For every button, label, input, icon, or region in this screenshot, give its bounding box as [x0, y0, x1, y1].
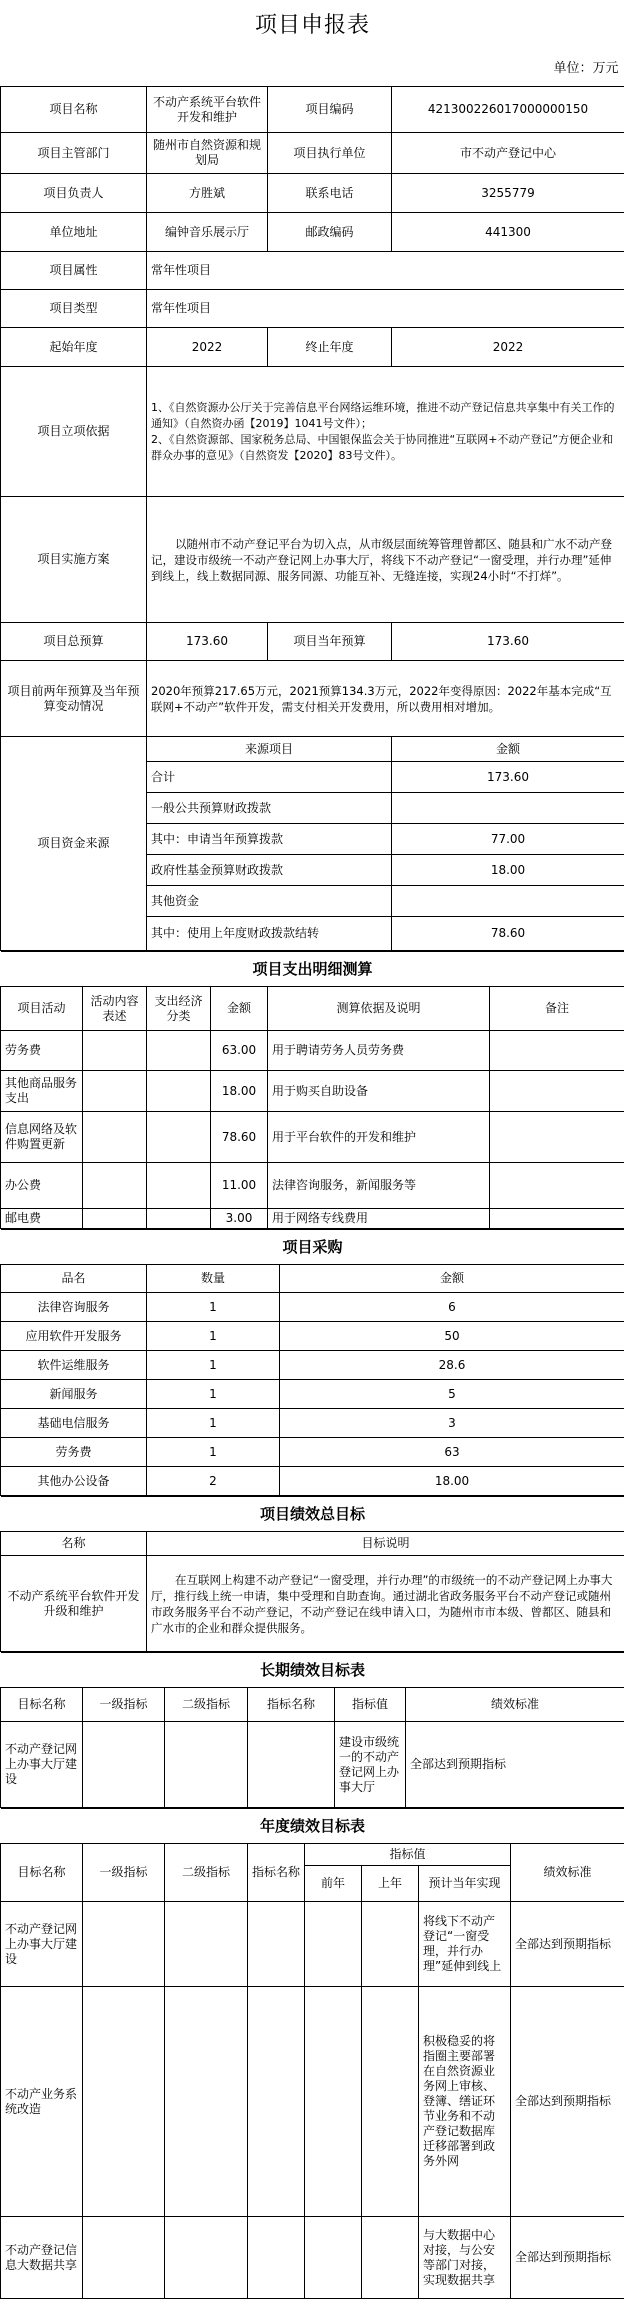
procurement-item: 法律咨询服务 — [1, 1293, 147, 1322]
procurement-amount: 50 — [280, 1322, 624, 1351]
procurement-item: 劳务费 — [1, 1438, 147, 1467]
phone-value: 3255779 — [392, 174, 624, 213]
basis-label: 项目立项依据 — [1, 367, 147, 497]
expense-econ — [147, 1112, 211, 1163]
expense-note — [490, 1209, 624, 1229]
performance-header-desc: 目标说明 — [147, 1532, 624, 1556]
expense-basis: 用于平台软件的开发和维护 — [268, 1112, 490, 1163]
annual-prev1 — [362, 2217, 419, 2299]
table-row — [1, 1071, 624, 1112]
exec-unit-label: 项目执行单位 — [268, 133, 392, 174]
dept-label: 项目主管部门 — [1, 133, 147, 174]
expense-table — [0, 951, 624, 1229]
expense-activity: 劳务费 — [1, 1031, 83, 1071]
procurement-item: 新闻服务 — [1, 1380, 147, 1409]
expense-amount: 18.00 — [211, 1071, 268, 1112]
zip-label: 邮政编码 — [268, 213, 392, 252]
performance-title: 项目绩效总目标 — [1, 1497, 624, 1532]
annual-goal-name: 不动产登记信息大数据共享 — [1, 2217, 83, 2299]
expense-basis: 用于网络专线费用 — [268, 1209, 490, 1229]
table-row — [1, 1438, 624, 1467]
expense-header: 活动内容表述 — [83, 987, 147, 1031]
annual-metric — [248, 1987, 305, 2217]
procurement-amount: 63 — [280, 1438, 624, 1467]
expense-econ — [147, 1071, 211, 1112]
longterm-value: 建设市级统一的不动产登记网上办事大厅 — [335, 1722, 406, 1808]
table-row — [1, 2217, 624, 2299]
annual-header: 前年 — [305, 1866, 362, 1902]
address-value: 编钟音乐展示厅 — [147, 213, 268, 252]
expense-header: 项目活动 — [1, 987, 83, 1031]
procurement-qty: 1 — [147, 1351, 280, 1380]
annual-table — [0, 1808, 624, 2299]
table-row — [1, 1209, 624, 1229]
procurement-table — [0, 1229, 624, 1496]
basis-value: 1、《自然资源办公厅关于完善信息平台网络运维环境，推进不动产登记信息共享集中有关工作的通知》（自然资办函【2019】1041号文件）； 2、《自然资源部、国家税务总局、中国银保监会关于协同推进“互联网+不动产登记”方便企业和群众办事的意见》（自然资发【2020】83号文件）。 — [147, 367, 624, 497]
annual-metric — [248, 1902, 305, 1987]
annual-l1 — [83, 1987, 165, 2217]
annual-title: 年度绩效目标表 — [1, 1809, 624, 1844]
expense-note — [490, 1112, 624, 1163]
expense-activity: 信息网络及软件购置更新 — [1, 1112, 83, 1163]
annual-prev2 — [305, 1902, 362, 1987]
procurement-amount: 28.6 — [280, 1351, 624, 1380]
annual-prev1 — [362, 1902, 419, 1987]
longterm-title: 长期绩效目标表 — [1, 1653, 624, 1688]
procurement-qty: 1 — [147, 1409, 280, 1438]
longterm-l2 — [165, 1722, 248, 1808]
procurement-header: 品名 — [1, 1265, 147, 1293]
annual-prev1 — [362, 1987, 419, 2217]
expense-activity: 邮电费 — [1, 1209, 83, 1229]
table-row — [1, 1031, 624, 1071]
annual-header: 二级指标 — [165, 1844, 248, 1902]
end-year-label: 终止年度 — [268, 328, 392, 367]
funding-row-name: 其中：使用上年度财政拨款结转 — [147, 917, 392, 951]
funding-header-amount: 金额 — [392, 737, 624, 762]
procurement-amount: 5 — [280, 1380, 624, 1409]
annual-header: 上年 — [362, 1866, 419, 1902]
procurement-amount: 3 — [280, 1409, 624, 1438]
annual-standard: 全部达到预期指标 — [511, 2217, 624, 2299]
annual-l1 — [83, 2217, 165, 2299]
project-code-value: 421300226017000000150 — [392, 87, 624, 133]
expense-header: 备注 — [490, 987, 624, 1031]
expense-note — [490, 1163, 624, 1209]
budget-change-value: 2020年预算217.65万元，2021预算134.3万元，2022年变得原因：2022年基本完成“互联网+不动产”软件开发，需支付相关开发费用，所以费用相对增加。 — [147, 661, 624, 737]
unit-label: 单位：万元 — [1, 50, 624, 87]
procurement-amount: 18.00 — [280, 1467, 624, 1496]
table-row — [1, 1380, 624, 1409]
longterm-header: 目标名称 — [1, 1688, 83, 1722]
annual-header: 绩效标准 — [511, 1844, 624, 1902]
total-budget-label: 项目总预算 — [1, 623, 147, 661]
project-name-value: 不动产系统平台软件开发和维护 — [147, 87, 268, 133]
procurement-qty: 1 — [147, 1322, 280, 1351]
table-row — [1, 1293, 624, 1322]
year-budget-value: 173.60 — [392, 623, 624, 661]
expense-header: 金额 — [211, 987, 268, 1031]
expense-content — [83, 1071, 147, 1112]
table-row — [1, 1722, 624, 1808]
annual-goal-name: 不动产业务系统改造 — [1, 1987, 83, 2217]
procurement-header: 金额 — [280, 1265, 624, 1293]
annual-header: 一级指标 — [83, 1844, 165, 1902]
procurement-qty: 1 — [147, 1293, 280, 1322]
procurement-amount: 6 — [280, 1293, 624, 1322]
funding-row-amount: 18.00 — [392, 855, 624, 886]
expense-content — [83, 1163, 147, 1209]
table-row — [1, 1322, 624, 1351]
expense-econ — [147, 1163, 211, 1209]
table-row — [1, 1467, 624, 1496]
procurement-qty: 1 — [147, 1438, 280, 1467]
procurement-item: 其他办公设备 — [1, 1467, 147, 1496]
attr-label: 项目属性 — [1, 252, 147, 290]
expense-activity: 办公费 — [1, 1163, 83, 1209]
table-row — [1, 1351, 624, 1380]
expense-basis: 法律咨询服务，新闻服务等 — [268, 1163, 490, 1209]
expense-amount: 3.00 — [211, 1209, 268, 1229]
table-row — [1, 1112, 624, 1163]
plan-value: 以随州市不动产登记平台为切入点，从市级层面统筹管理曾都区、随县和广水不动产登记，建设市级统一不动产登记网上办事大厅，将线下不动产登记“一窗受理，并行办理”延伸到线上，线上数据同源、服务同源、功能互补、无缝连接，实现24小时“不打烊”。 — [147, 497, 624, 623]
longterm-table — [0, 1652, 624, 1808]
expense-activity: 其他商品服务支出 — [1, 1071, 83, 1112]
year-budget-label: 项目当年预算 — [268, 623, 392, 661]
expense-content — [83, 1209, 147, 1229]
phone-label: 联系电话 — [268, 174, 392, 213]
funding-label: 项目资金来源 — [1, 737, 147, 951]
longterm-header: 一级指标 — [83, 1688, 165, 1722]
expense-basis: 用于购买自助设备 — [268, 1071, 490, 1112]
funding-table — [0, 736, 624, 951]
type-label: 项目类型 — [1, 290, 147, 328]
start-year-label: 起始年度 — [1, 328, 147, 367]
start-year-value: 2022 — [147, 328, 268, 367]
longterm-l1 — [83, 1722, 165, 1808]
budget-change-label: 项目前两年预算及当年预算变动情况 — [1, 661, 147, 737]
expense-content — [83, 1031, 147, 1071]
leader-label: 项目负责人 — [1, 174, 147, 213]
funding-row-name: 合计 — [147, 762, 392, 793]
annual-expect: 积极稳妥的将指圈主要部署在自然资源业务网上审核、登簿、缮证环节业务和不动产登记数据库迁移部署到政务外网 — [419, 1987, 511, 2217]
dept-value: 随州市自然资源和规划局 — [147, 133, 268, 174]
expense-note — [490, 1031, 624, 1071]
procurement-qty: 2 — [147, 1467, 280, 1496]
longterm-metric — [248, 1722, 335, 1808]
expense-amount: 78.60 — [211, 1112, 268, 1163]
procurement-item: 基础电信服务 — [1, 1409, 147, 1438]
annual-l2 — [165, 1987, 248, 2217]
annual-goal-name: 不动产登记网上办事大厅建设 — [1, 1902, 83, 1987]
annual-metric — [248, 2217, 305, 2299]
table-row — [1, 1409, 624, 1438]
end-year-value: 2022 — [392, 328, 624, 367]
expense-basis: 用于聘请劳务人员劳务费 — [268, 1031, 490, 1071]
expense-header: 支出经济分类 — [147, 987, 211, 1031]
funding-row-name: 其他资金 — [147, 886, 392, 917]
zip-value: 441300 — [392, 213, 624, 252]
performance-header-name: 名称 — [1, 1532, 147, 1556]
expense-content — [83, 1112, 147, 1163]
total-budget-value: 173.60 — [147, 623, 268, 661]
funding-row-amount: 78.60 — [392, 917, 624, 951]
annual-prev2 — [305, 1987, 362, 2217]
project-name-label: 项目名称 — [1, 87, 147, 133]
funding-row-amount — [392, 793, 624, 824]
table-row — [1, 1163, 624, 1209]
project-code-label: 项目编码 — [268, 87, 392, 133]
expense-title: 项目支出明细测算 — [1, 952, 624, 987]
expense-amount: 11.00 — [211, 1163, 268, 1209]
type-value: 常年性项目 — [147, 290, 624, 328]
funding-row-name: 一般公共预算财政拨款 — [147, 793, 392, 824]
funding-header-source: 来源项目 — [147, 737, 392, 762]
leader-value: 方胜斌 — [147, 174, 268, 213]
performance-name: 不动产系统平台软件开发升级和维护 — [1, 1556, 147, 1652]
annual-expect: 与大数据中心对接，与公安等部门对接，实现数据共享 — [419, 2217, 511, 2299]
exec-unit-value: 市不动产登记中心 — [392, 133, 624, 174]
longterm-header: 指标值 — [335, 1688, 406, 1722]
procurement-item: 应用软件开发服务 — [1, 1322, 147, 1351]
expense-amount: 63.00 — [211, 1031, 268, 1071]
annual-l1 — [83, 1902, 165, 1987]
funding-row-name: 其中：申请当年预算拨款 — [147, 824, 392, 855]
procurement-title: 项目采购 — [1, 1230, 624, 1265]
expense-econ — [147, 1031, 211, 1071]
plan-label: 项目实施方案 — [1, 497, 147, 623]
procurement-qty: 1 — [147, 1380, 280, 1409]
longterm-header: 指标名称 — [248, 1688, 335, 1722]
procurement-item: 软件运维服务 — [1, 1351, 147, 1380]
expense-header: 测算依据及说明 — [268, 987, 490, 1031]
funding-row-amount: 173.60 — [392, 762, 624, 793]
basic-info-table — [0, 0, 624, 737]
longterm-goal-name: 不动产登记网上办事大厅建设 — [1, 1722, 83, 1808]
performance-desc: 在互联网上构建不动产登记“一窗受理，并行办理”的市级统一的不动产登记网上办事大厅，推行线上统一申请，集中受理和自助查询。通过湖北省政务服务平台不动产登记或随州市政务服务平台不动产登记，不动产登记在线申请入口，为随州市市本级、曾都区、随县和广水市的企业和群众提供服务。 — [147, 1556, 624, 1652]
annual-standard: 全部达到预期指标 — [511, 1987, 624, 2217]
funding-row-amount — [392, 886, 624, 917]
address-label: 单位地址 — [1, 213, 147, 252]
annual-expect: 将线下不动产登记“一窗受理，并行办理”延伸到线上 — [419, 1902, 511, 1987]
longterm-header: 绩效标准 — [406, 1688, 624, 1722]
performance-table — [0, 1496, 624, 1652]
attr-value: 常年性项目 — [147, 252, 624, 290]
annual-header: 指标名称 — [248, 1844, 305, 1902]
funding-row-name: 政府性基金预算财政拨款 — [147, 855, 392, 886]
annual-header: 预计当年实现 — [419, 1866, 511, 1902]
annual-prev2 — [305, 2217, 362, 2299]
longterm-standard: 全部达到预期指标 — [406, 1722, 624, 1808]
funding-row-amount: 77.00 — [392, 824, 624, 855]
annual-standard: 全部达到预期指标 — [511, 1902, 624, 1987]
expense-econ — [147, 1209, 211, 1229]
expense-note — [490, 1071, 624, 1112]
procurement-header: 数量 — [147, 1265, 280, 1293]
annual-header: 目标名称 — [1, 1844, 83, 1902]
page-title: 项目申报表 — [1, 0, 624, 50]
table-row — [1, 1902, 624, 1987]
annual-header: 指标值 — [305, 1844, 511, 1866]
annual-l2 — [165, 1902, 248, 1987]
table-row — [1, 1987, 624, 2217]
longterm-header: 二级指标 — [165, 1688, 248, 1722]
annual-l2 — [165, 2217, 248, 2299]
